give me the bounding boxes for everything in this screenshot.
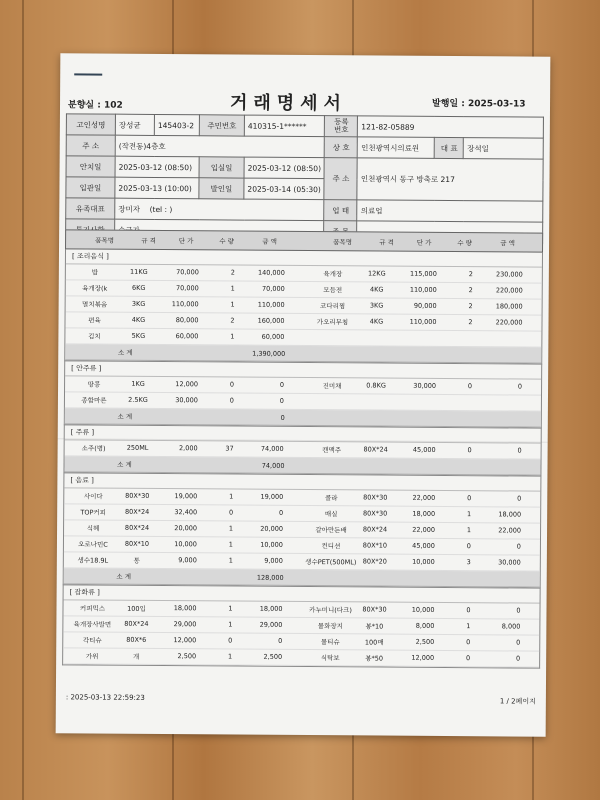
placement-value: 2025-03-12 (08:50) [115,156,199,178]
item-qty: 2 [230,316,235,325]
item-spec: 4KG [369,317,384,326]
item-spec: 통 [133,556,141,565]
item-name: 육개장 [323,270,343,279]
item-qty: 1 [466,622,471,631]
item-spec: 80X*30 [363,493,388,502]
item-spec: 80X*24 [363,445,388,454]
funeral-label: 발인일 [199,178,244,199]
item-price: 30,000 [175,396,198,405]
item-price: 12,000 [411,653,435,662]
item-qty: 1 [466,526,472,535]
item-name: 육개장사발면 [73,620,112,629]
item-name: 김치 [88,332,101,341]
item-spec: 80X*24 [362,525,388,534]
reg-value: 121-82-05889 [358,116,544,138]
section-title: [ 조리음식 ] [66,249,542,267]
item-name: 진미채 [322,382,342,391]
item-spec: 5KG [131,331,146,340]
row-right [302,493,540,504]
item-qty: 0 [229,508,234,517]
item-name: 코다리찜 [320,302,346,311]
col-name: 품목명 [95,236,115,245]
item-spec: 6KG [131,283,146,292]
item-spec: 3KG [131,299,146,308]
item-name: 생수18.9L [77,556,109,565]
row-right [301,605,539,616]
item-qty: 1 [467,510,472,519]
item-amt: 9,000 [264,556,283,565]
item-qty: 0 [467,494,472,503]
item-qty: 0 [466,638,471,647]
addr-value: (작전동)4층호 [115,135,325,157]
item-qty: 1 [230,300,235,309]
row-left [65,395,303,406]
item-amt: 10,000 [260,540,283,549]
row-right [303,445,541,456]
item-spec: 80X*30 [362,605,387,614]
item-name: 콜라 [324,494,338,503]
item-price: 60,000 [175,332,199,341]
section-title: [ 잡화류 ] [64,585,540,603]
item-qty: 1 [228,524,234,533]
col-qty: 수 량 [219,236,234,246]
item-spec: 3KG [369,301,384,310]
chief-label: 유족대표 [66,198,115,219]
item-spec: 2.5KG [128,395,148,404]
col-price: 단 가 [178,236,194,245]
type-value: 의료업 [357,200,543,222]
row-right [302,541,540,552]
item-price: 29,000 [173,620,197,629]
row-right [301,621,539,632]
biz-label: 상 호 [325,137,358,158]
item-price: 30,000 [413,381,437,390]
department: 분향실 : 102 [67,100,123,111]
item-spec: 100입 [127,604,146,613]
item-amt: 2,500 [263,652,283,661]
row-left [64,491,302,502]
item-amt: 0 [278,636,283,645]
row-left [64,539,302,550]
row-left [65,315,303,326]
item-name: 소주(병) [81,444,106,453]
col-name: 품목명 [333,237,353,246]
row-right [302,525,540,536]
rrn-value: 410315-1****** [244,115,325,137]
item-price: 22,000 [412,493,436,502]
funeral-value: 2025-03-14 (05:30) [244,178,325,200]
item-name: 종합마른 [81,396,107,405]
item-name: 모듬전 [323,286,343,295]
item-amt: 18,000 [498,510,522,519]
wood-seam [22,0,24,800]
item-price: 10,000 [174,540,197,549]
subtotal-amount: 0 [280,413,285,422]
item-amt: 0 [516,542,521,551]
item-name: 땅콩 [87,380,101,389]
sections [62,249,543,668]
item-qty: 0 [229,380,235,389]
row-right [304,301,542,312]
row-right [304,269,542,280]
item-spec: 개 [132,652,140,661]
row-right [303,317,541,328]
paper-mark [74,73,102,75]
document-title: 거래명세서 [229,92,348,115]
item-qty: 37 [225,444,234,453]
row-left [65,331,303,342]
item-name: 각티슈 [82,636,102,645]
item-qty: 2 [468,270,473,279]
item-price: 32,400 [174,508,198,517]
item-amt: 70,000 [261,284,285,293]
item-qty: 1 [228,620,233,629]
item-spec: 0.8KG [366,381,386,390]
row-left [63,619,301,630]
item-price: 110,000 [409,285,437,294]
item-qty: 1 [229,492,234,501]
item-spec: 250ML [126,443,149,452]
item-amt: 0 [517,382,523,391]
item-name: 매실 [324,510,338,519]
item-name: TOP커피 [80,508,106,517]
item-price: 18,000 [412,509,436,518]
item-section [63,425,541,476]
item-qty: 1 [230,284,235,293]
item-amt: 140,000 [257,268,285,277]
item-amt: 0 [279,508,284,517]
item-amt: 160,000 [257,316,285,325]
item-spec: 80X*24 [124,523,150,532]
item-price: 19,000 [174,492,198,501]
item-name: 생수PET(500ML) [305,558,357,567]
item-price: 20,000 [174,524,198,533]
item-spec: 1KG [131,379,145,388]
item-name: 가오리무침 [316,318,349,327]
section-title: [ 음료 ] [64,473,540,491]
col-spec: 규 격 [141,236,156,245]
item-amt: 0 [516,638,521,647]
row-left [64,523,302,534]
item-spec: 80X*30 [125,491,150,500]
col-qty: 수 량 [457,238,472,247]
item-name: 가위 [85,652,99,661]
item-spec: 12KG [368,269,386,278]
table-row [63,648,539,667]
item-amt: 30,000 [498,558,521,567]
item-spec: 봉*50 [365,654,384,663]
item-spec: 4KG [131,315,146,324]
placement-label: 안치일 [66,156,115,177]
invoice-paper [56,53,551,736]
item-amt: 220,000 [495,286,523,295]
items-table [62,229,543,668]
room-in-label: 입실일 [199,157,244,178]
item-qty: 2 [468,302,473,311]
item-amt: 230,000 [495,270,523,279]
item-amt: 0 [279,380,285,389]
chief-value: 장미자 [118,204,141,214]
item-amt: 110,000 [257,300,285,309]
item-qty: 0 [228,636,233,645]
item-qty: 0 [229,396,234,405]
chief-cell [115,198,325,220]
item-name: 카누미니(다크) [309,606,352,615]
col-spec: 규 격 [379,238,394,247]
item-qty: 1 [230,332,235,341]
col-amt: 금 액 [262,237,277,246]
item-spec: 80X*10 [124,539,150,548]
item-spec: 봉*10 [365,622,384,631]
item-amt: 8,000 [501,622,521,631]
item-name: 사이다 [83,492,103,501]
item-amt: 0 [517,446,522,455]
item-amt: 0 [279,396,284,405]
subtotal-label: 소 계 [116,572,132,581]
column-header-right [304,232,542,252]
column-header-left [66,230,304,250]
deceased-label: 고인성명 [66,114,115,135]
item-spec: 4KG [369,285,384,294]
rep-value: 장석일 [464,138,544,160]
item-price: 2,500 [415,637,435,646]
rep-label: 대 표 [435,137,464,158]
row-left [63,603,301,614]
item-amt: 60,000 [261,332,285,341]
section-title: [ 안주류 ] [65,361,541,379]
print-timestamp: : 2025-03-13 22:59:23 [65,693,145,702]
info-table [65,113,544,246]
item-price: 70,000 [176,268,199,277]
item-price: 22,000 [412,525,436,534]
item-price: 45,000 [412,445,436,454]
item-section [63,473,542,588]
subtotal-label: 소 계 [117,460,132,469]
item-qty: 1 [228,540,233,549]
item-spec: 80X*24 [124,619,149,628]
item-qty: 0 [466,542,471,551]
item-price: 8,000 [415,621,435,630]
row-left [65,443,303,454]
item-name: 물티슈 [320,638,340,647]
row-right [303,381,541,392]
item-qty: 2 [230,268,235,277]
item-section [64,361,542,428]
addr-label: 주 소 [66,135,115,156]
subtotal-label: 소 계 [117,348,133,357]
room-in-value: 2025-03-12 (08:50) [244,157,325,179]
item-qty: 2 [468,286,473,295]
row-right [302,557,540,568]
item-price: 45,000 [412,541,435,550]
item-amt: 220,000 [495,318,523,327]
item-price: 115,000 [409,269,437,278]
subtotal-row [65,344,541,363]
coffin-label: 입관일 [66,177,115,198]
item-name: 밥 [91,268,99,277]
row-right [303,401,541,403]
item-qty: 1 [228,604,233,613]
item-section [62,585,541,668]
item-price: 12,000 [173,636,197,645]
item-price: 18,000 [173,604,197,613]
item-qty: 3 [466,558,471,567]
item-amt: 18,000 [259,604,283,613]
row-right [301,637,539,648]
item-spec: 11KG [130,267,148,276]
item-price: 10,000 [412,557,435,566]
item-price: 80,000 [175,316,199,325]
item-qty: 0 [466,606,471,615]
footer [66,693,536,706]
item-price: 10,000 [411,605,435,614]
item-amt: 0 [516,606,521,615]
row-right [301,653,539,664]
item-name: 육개장(k [82,284,108,293]
item-name: 물화장지 [317,622,343,631]
row-right [302,509,540,520]
chief-tel: (tel : ) [149,204,173,214]
item-qty: 1 [228,556,233,565]
coffin-value: 2025-03-13 (10:00) [115,177,199,199]
item-amt: 22,000 [498,526,522,535]
row-left [64,555,302,566]
item-price: 110,000 [171,300,199,309]
biz-value: 인천광역시의료원 [358,137,435,159]
item-amt: 0 [517,494,522,503]
item-qty: 0 [465,654,471,663]
subtotal-row [65,408,541,427]
item-name: 편육 [88,316,101,325]
item-amt: 19,000 [260,492,284,501]
baddr-value: 인천광역시 동구 방축로 217 [357,158,543,201]
row-left [65,379,303,390]
item-section [64,249,543,364]
item-price: 90,000 [413,301,437,310]
deceased-name: 장성균 [115,114,154,135]
row-left [64,507,302,518]
item-name: 갈아만든배 [315,526,347,535]
baddr-label: 주 소 [324,158,357,200]
item-qty: 0 [467,382,473,391]
item-spec: 80X*30 [363,509,388,518]
item-price: 70,000 [175,284,199,293]
item-spec: 80X*6 [126,635,147,644]
item-spec: 80X*20 [362,557,387,566]
item-spec: 80X*24 [125,507,150,516]
item-name: 커피믹스 [79,604,106,613]
subtotal-row [64,568,540,587]
type-label: 업 태 [324,200,357,221]
item-amt: 74,000 [260,444,284,453]
item-name: 컨디션 [321,542,341,551]
item-price: 12,000 [175,380,199,389]
page-number: 1 / 2페이지 [499,697,536,706]
row-right [303,338,541,340]
subtotal-amount: 74,000 [261,461,285,470]
item-spec: 80X*10 [362,541,388,550]
item-name: 식혜 [86,524,100,533]
row-left [63,635,301,646]
item-name: 멸치볶음 [82,300,108,309]
row-right [304,285,542,296]
col-price: 단 가 [416,238,432,247]
subtotal-amount: 128,000 [256,573,284,582]
item-amt: 20,000 [260,524,284,533]
item-price: 2,500 [177,652,197,661]
subtotal-row [64,456,540,475]
item-spec: 100매 [364,638,384,647]
item-qty: 2 [468,318,473,327]
item-amt: 29,000 [259,620,283,629]
rrn-label: 주민번호 [199,115,244,136]
row-left [66,299,304,310]
item-name: 식탁보 [320,654,340,663]
row-left [66,267,304,278]
item-price: 2,000 [178,444,198,453]
item-qty: 0 [467,446,472,455]
item-name: 캔맥주 [322,446,342,455]
subtotal-amount: 1,390,000 [252,349,286,358]
section-title: [ 주류 ] [65,425,541,443]
item-amt: 180,000 [495,302,523,311]
col-amt: 금 액 [500,238,515,247]
item-price: 110,000 [409,317,437,326]
item-qty: 1 [228,652,233,661]
item-price: 9,000 [178,556,197,565]
deceased-no: 145403-2 [154,114,199,135]
item-amt: 0 [515,654,521,663]
row-left [63,651,301,662]
row-left [66,283,304,294]
issue-date: 발행일 : 2025-03-13 [432,98,526,110]
reg-label: 등록 번호 [325,116,358,137]
item-name: 오로나민C [78,540,108,549]
subtotal-label: 소 계 [117,412,133,421]
